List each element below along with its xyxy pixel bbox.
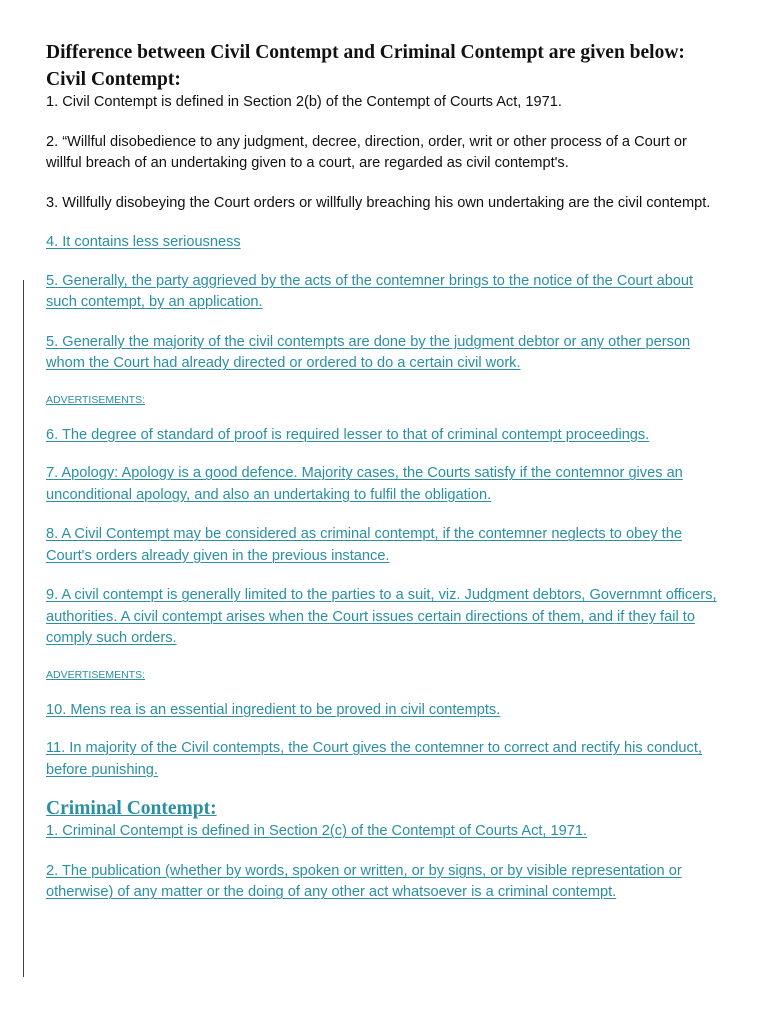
criminal-contempt-heading[interactable]: Criminal Contempt: (46, 798, 217, 819)
civil-item-9[interactable]: 9. A civil contempt is generally limited to the parties to a suit, viz. Judgment debtors, Governmnt officers, authorities. A civil contempt arises when the Court issues certain directions of them, and if they fail to comply such orders. (46, 587, 717, 646)
civil-item-10[interactable]: 10. Mens rea is an essential ingredient to be proved in civil contempts. (46, 701, 501, 718)
civil-item-4[interactable]: 4. It contains less seriousness (46, 234, 241, 250)
criminal-item-1[interactable]: 1. Criminal Contempt is defined in Section 2(c) of the Contempt of Courts Act, 1971. (46, 823, 588, 839)
civil-item-3: 3. Willfully disobeying the Court orders or willfully breaching his own undertaking are the civil contempt. (46, 194, 711, 211)
civil-contempt-heading: Civil Contempt: (46, 69, 181, 90)
advertisement-label[interactable]: ADVERTISEMENTS: (46, 668, 145, 681)
civil-item-2: 2. “Willful disobedience to any judgment, decree, direction, order, writ or other process of a Court or willful breach of an undertaking given to a court, are regarded as civil contempt's. (46, 133, 687, 171)
civil-item-8[interactable]: 8. A Civil Contempt may be considered as criminal contempt, if the contemner neglects to obey the Court's orders already given in the previous instance. (46, 526, 682, 564)
civil-item-7[interactable]: 7. Apology: Apology is a good defence. Majority cases, the Courts satisfy if the contemnor gives an unconditional apology, and also an undertaking to fulfil the obligation. (46, 465, 683, 503)
civil-item-5a[interactable]: 5. Generally, the party aggrieved by the acts of the contemner brings to the notice of the Court about such contempt, by an application. (46, 272, 694, 310)
civil-item-1: 1. Civil Contempt is defined in Section 2(b) of the Contempt of Courts Act, 1971. (46, 94, 562, 110)
criminal-item-2[interactable]: 2. The publication (whether by words, spoken or written, or by signs, or by visible representation or otherwise) of any matter or the doing of any other act whatsoever is a criminal contempt. (46, 862, 682, 900)
civil-item-6[interactable]: 6. The degree of standard of proof is required lesser to that of criminal contempt proceedings. (46, 426, 650, 443)
advertisement-label[interactable]: ADVERTISEMENTS: (46, 393, 145, 406)
page-title: Difference between Civil Contempt and Criminal Contempt are given below: (46, 42, 685, 63)
document-page (46, 42, 726, 904)
civil-item-5b[interactable]: 5. Generally the majority of the civil contempts are done by the judgment debtor or any other person whom the Court had already directed or ordered to do a certain civil work. (46, 333, 691, 371)
left-margin-rule (23, 280, 24, 977)
civil-item-11[interactable]: 11. In majority of the Civil contempts, the Court gives the contemner to correct and rectify his conduct, before punishing. (46, 740, 702, 778)
